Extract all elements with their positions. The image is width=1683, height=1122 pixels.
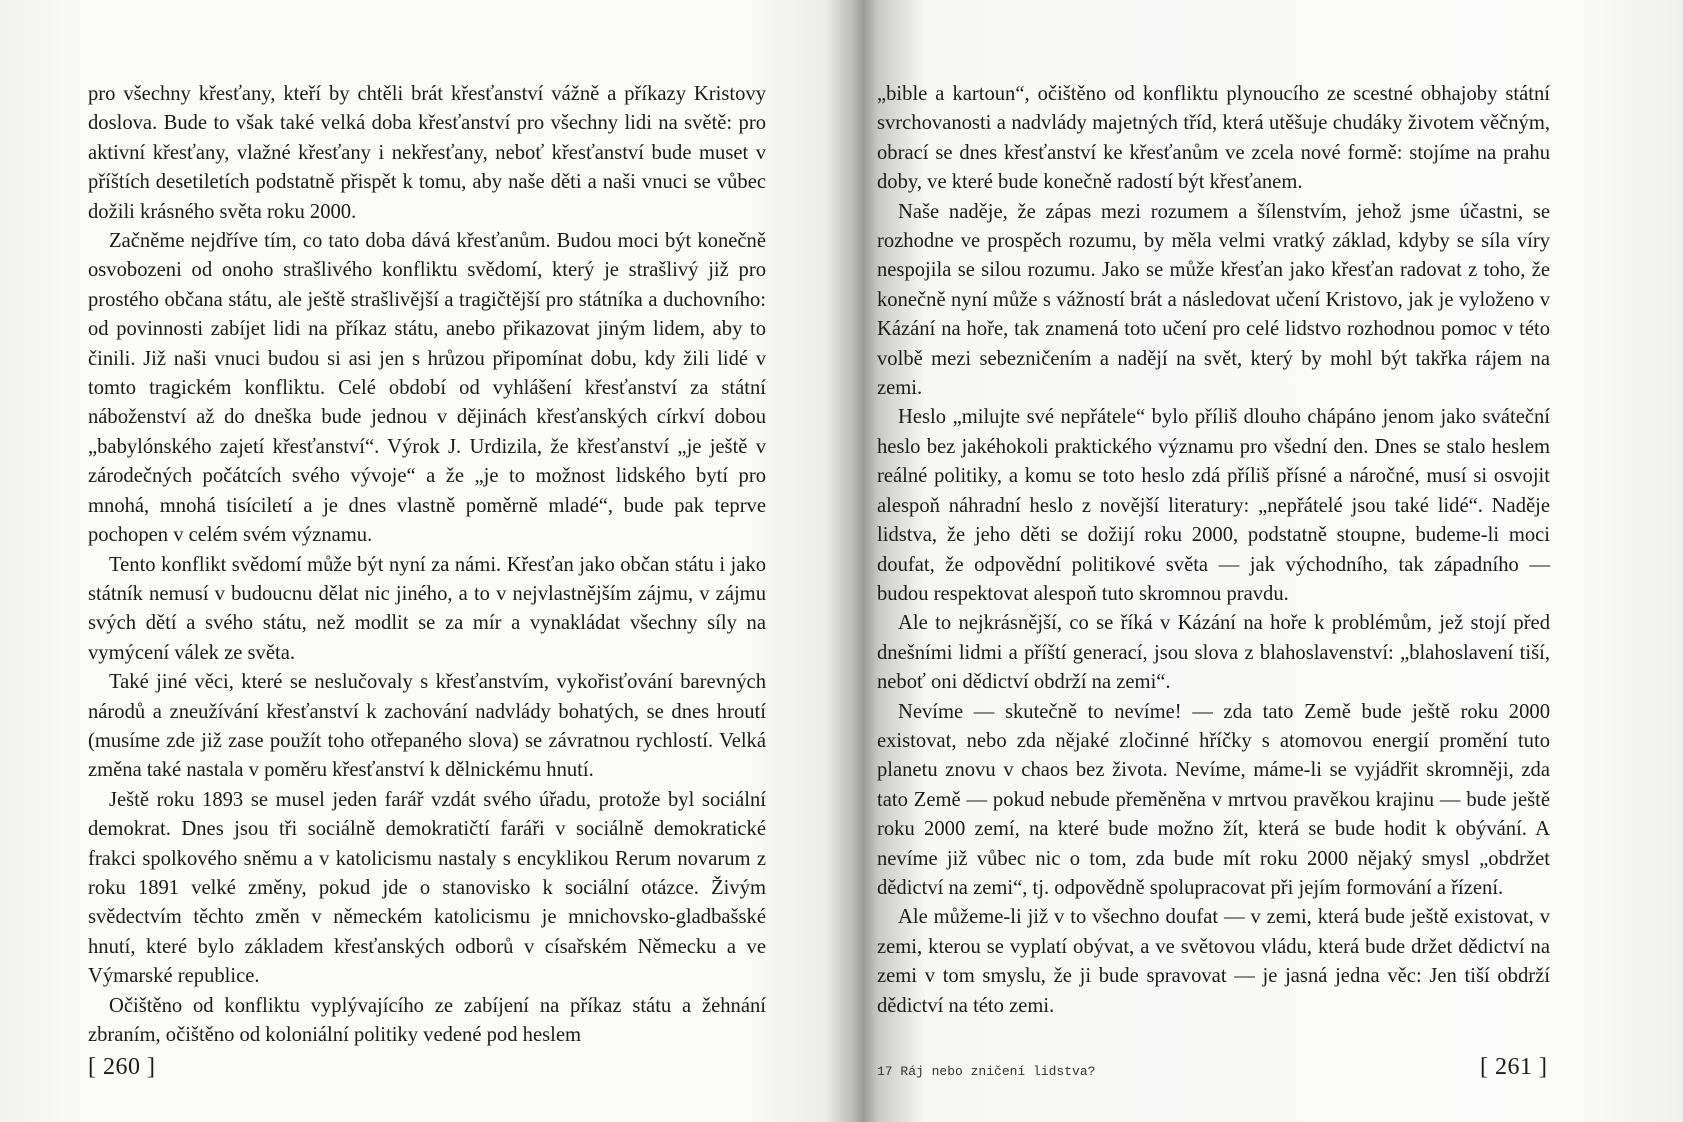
paragraph: Ale můžeme-li již v to všechno doufat — v zemi, která bude ještě existovat, v zemi, kterou se vyplatí obývat, a ve světovou vládu, která bude držet dědictví na zemi v tom smyslu, že ji bude spravovat — je jasná jedna věc: Jen tiší obdrží dědictví na této zemi. (877, 906, 1550, 1017)
paragraph: pro všechny křesťany, kteří by chtěli brát křesťanství vážně a příkazy Kristovy doslova. Bude to však také velká doba křesťanství pro všechny lidi na světě: pro aktivní křesťany, vlažné křesťany i nekřesťany, neboť křesťanství bude muset v příštích desetiletích podstatně přispět k tomu, aby naše děti a naši vnuci se vůbec dožili krásného světa roku 2000. (88, 83, 766, 223)
page-number-left: [ 260 ] (88, 1054, 156, 1080)
page-number-right: [ 261 ] (1480, 1054, 1548, 1080)
paragraph: Začněme nejdříve tím, co tato doba dává křesťanům. Budou moci být konečně osvobozeni od onoho strašlivého konfliktu svědomí, který je strašlivý již pro prostého občana státu, ale ještě strašlivější a tragičtější pro státníka a duchovního: od povinnosti zabíjet lidi na příkaz státu, anebo přikazovat jiným lidem, aby to činili. Již naši vnuci budou si asi jen s hrůzou připomínat dobu, kdy žili lidé v tomto tragickém konfliktu. Celé období od vyhlášení křesťanství za státní náboženství až do dneška bude jednou v dějinách křesťanských církví dobou „babylónského zajetí křesťanství“. Výrok J. Urdizila, že křesťanství „je ještě v zárodečných počátcích svého vývoje“ a že „je to možnost lidského bytí pro mnohá, mnohá tisíciletí a je dnes vlastně poměrně mladé“, bude pak teprve pochopen v celém svém významu. (88, 230, 766, 547)
left-page (88, 80, 766, 1050)
printer-signature: 17 Ráj nebo zničení lidstva? (877, 1064, 1096, 1079)
paragraph: „bible a kartoun“, očištěno od konfliktu plynoucího ze scestné obhajoby státní svrchovanosti a nadvlády majetných tříd, která utěšuje chudáky životem věčným, obrací se dnes křesťanství ke křesťanům ve zcela nové formě: stojíme na prahu doby, ve které bude konečně radostí být křesťanem. (877, 83, 1550, 194)
paragraph: Naše naděje, že zápas mezi rozumem a šílenstvím, jehož jsme účastni, se rozhodne ve prospěch rozumu, by měla velmi vratký základ, kdyby se síla víry nespojila se silou rozumu. Jako se může křesťan jako křesťan radovat z toho, že konečně nyní může s vážností brát a následovat učení Kristovo, jak je vyloženo v Kázání na hoře, tak znamená toto učení pro celé lidstvo rozhodnou pomoc v této volbě mezi sebezničením a nadějí na svět, který by mohl být takřka rájem na zemi. (877, 200, 1550, 400)
paragraph: Ještě roku 1893 se musel jeden farář vzdát svého úřadu, protože byl sociální demokrat. Dnes jsou tři sociálně demokratičtí faráři v sociálně demokratické frakci spolkového sněmu a v katolicismu nastaly s encyklikou Rerum novarum z roku 1891 velké změny, pokud jde o stanovisko k sociální otázce. Živým svědectvím těchto změn v německém katolicismu je mnichovsko-gladbašské hnutí, které bylo základem křesťanských odborů v císařském Německu a ve Výmarské republice. (88, 788, 766, 988)
right-page (877, 80, 1550, 1021)
paragraph: Tento konflikt svědomí může být nyní za námi. Křesťan jako občan státu i jako státník nemusí v budoucnu dělat nic jiného, a to v nejvlastnějším zájmu, v zájmu svých dětí a svého státu, než modlit se za mír a vynakládat všechny síly na vymýcení válek ze světa. (88, 553, 766, 664)
paragraph: Ale to nejkrásnější, co se říká v Kázání na hoře k problémům, jež stojí před dnešními lidmi a příští generací, jsou slova z blahoslavenství: „blahoslavení tiší, neboť oni dědictví obdrží na zemi“. (877, 612, 1550, 694)
paragraph: Očištěno od konfliktu vyplývajícího ze zabíjení na příkaz státu a žehnání zbraním, očištěno od koloniální politiky vedené pod heslem (88, 994, 766, 1046)
paragraph: Také jiné věci, které se neslučovaly s křesťanstvím, vykořisťování barevných národů a zneužívání křesťanství k zachování nadvlády bohatých, se dnes hroutí (musíme zde již zase použít toho otřepaného slova) se závratnou rychlostí. Velká změna také nastala v poměru křesťanství k dělnickému hnutí. (88, 671, 766, 782)
paragraph: Nevíme — skutečně to nevíme! — zda tato Země bude ještě roku 2000 existovat, nebo zda nějaké zločinné hříčky s atomovou energií promění tuto planetu znovu v chaos bez života. Nevíme, máme-li se vyjádřit skromněji, zda tato Země — pokud nebude přeměněna v mrtvou pravěkou krajinu — bude ještě roku 2000 zemí, na které bude možno žít, která se bude hodit k obývání. A nevíme již vůbec nic o tom, zda bude mít roku 2000 nějaký smysl „obdržet dědictví na zemi“, tj. odpovědně spolupracovat při jejím formování a řízení. (877, 700, 1550, 899)
paragraph: Heslo „milujte své nepřátele“ bylo příliš dlouho chápáno jenom jako sváteční heslo bez jakéhokoli praktického významu pro všední den. Dnes se stalo heslem reálné politiky, a komu se toto heslo zdá příliš přísné a náročné, musí si osvojit alespoň náhradní heslo z novější literatury: „nepřátelé jsou také lidé“. Naděje lidstva, že jeho děti se dožijí roku 2000, podstatně stoupne, budeme-li moci doufat, že odpovědní politikové světa — jak východního, tak západního — budou respektovat alespoň tuto skromnou pravdu. (877, 406, 1550, 605)
